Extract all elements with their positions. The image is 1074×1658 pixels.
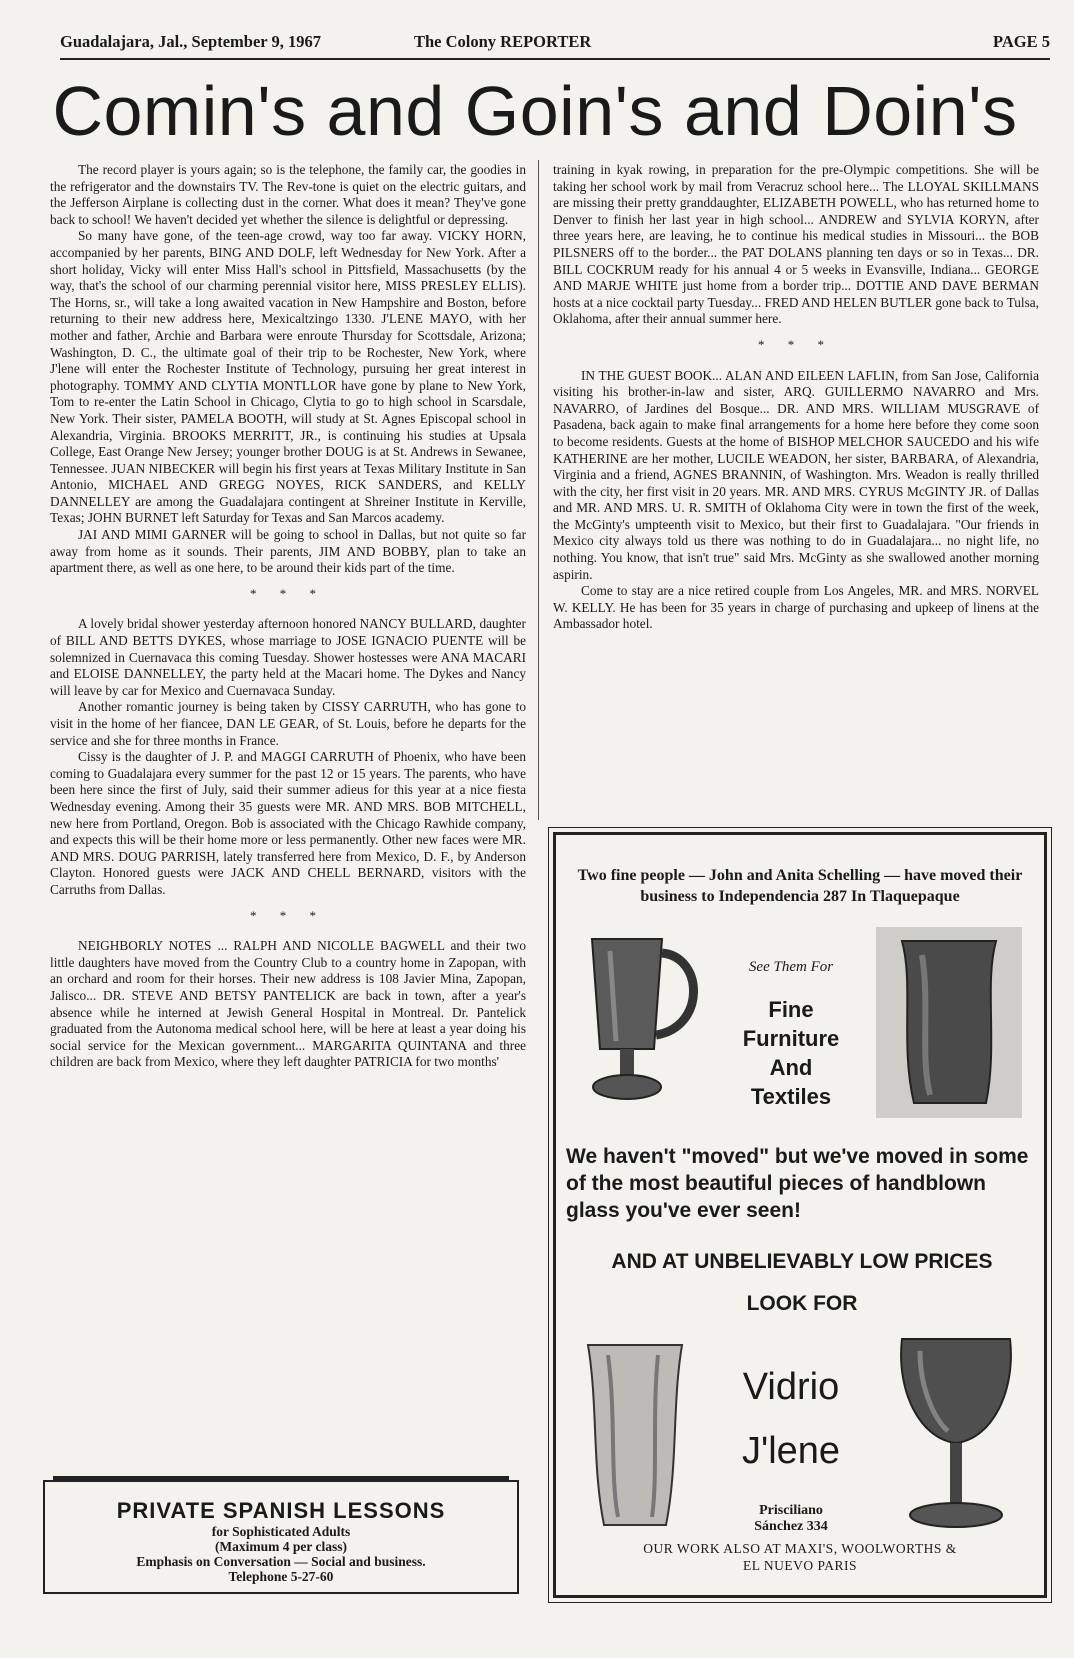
lessons-line: Emphasis on Conversation — Social and business. bbox=[136, 1554, 426, 1569]
ad-moved-text: We haven't "moved" but we've moved in some of the most beautiful pieces of handblown glass you've ever seen! bbox=[566, 1145, 1029, 1222]
lessons-title: PRIVATE SPANISH LESSONS bbox=[116, 1498, 446, 1523]
column-divider bbox=[538, 160, 539, 820]
also-line: EL NUEVO PARIS bbox=[742, 1558, 857, 1573]
masthead bbox=[60, 28, 1050, 60]
article-paragraph: IN THE GUEST BOOK... ALAN AND EILEEN LAFLIN, from San Jose, California visiting his brother-in-law and sister, ARQ. GUILLERMO NAVARRO and Mrs. NAVARRO, of Jardines del Bosque... DR. AND MRS. WILLIAM MUSGRAVE of Pasadena, back again to make final arrangements for a home here before they come soon to become residents. Guests at the home of BISHOP MELCHOR SAUCEDO and his wife KATHERINE are her mother, LUCILE WEADON, her sister, BARBARA, of Alexandria, Virginia and a friend, AGNES BRANNIN, of Washington. Mrs. Weadon is really thrilled with the city, her first visit in 20 years. MR. AND MRS. CYRUS McGINTY JR. of Dallas and MR. AND MRS. U. R. SMITH of Oklahoma City were in town the first of the week, the McGinty's umpteenth visit to Mexico, but their first to Guadalajara. "Our friends in Mexico city always told us there was nothing to do in Guadalajara... no night life, no nothing. You know, that isn't true" said Mrs. McGinty as she swallowed another morning aspirin. bbox=[553, 367, 1039, 582]
goblet-glass-image bbox=[886, 1331, 1026, 1536]
section-separator: * * * bbox=[250, 585, 326, 601]
masthead-paper-name: The Colony REPORTER bbox=[414, 32, 592, 51]
brand-line: J'lene bbox=[741, 1430, 841, 1472]
goods-item: And bbox=[769, 1055, 813, 1080]
section-separator: * * * bbox=[758, 336, 834, 352]
article-paragraph: So many have gone, of the teen-age crowd, way too far away. VICKY HORN, accompanied by her parents, BING AND DOLF, left Wednesday for New York. After a short holiday, Vicky will enter Miss Hall's school in Pittsfield, Massachusetts (by the way, that's the school of our charming perennial visitor here, MISS PRESLEY ELLIS). The Horns, sr., will take a long awaited vacation in New Hampshire and Boston, before returning to their new address here, Mexicaltzingo 1330. J'LENE MAYO, with her mother and father, Archie and Barbara were enroute Thursday for Scottsdale, Arizona; Washington, D. C., the ultimate goal of their trip to be Rochester, New York, where J'lene will enter the Rochester Institute of Technology, pursuing her great interest in photography. TOMMY AND CLYTIA MONTLLOR have gone by plane to New York, Tom to re-enter the Latin School in Chicago, Clytia to go to high school in Scarsdale, New York. Their sister, PAMELA BOOTH, will study at St. Agnes Episcopal school in Alexandria, Virginia. BROOKS MERRITT, JR., is continuing his studies at Upsala College, East Orange New Jersey; younger brother DOUG is at St. Andrews in Sewanee, Tennessee. JUAN NIBECKER will begin his first years at Texas Military Institute in San Antonio, MICHAEL AND GREGG NOYES, RICK SANDERS, and KELLY DANNELLEY are among the Guadalajara contingent at Shreiner Institute in Kerville, Texas; JOHN BURNET left Saturday for Texas and San Marcos academy. bbox=[50, 228, 526, 526]
lessons-line: (Maximum 4 per class) bbox=[214, 1539, 348, 1554]
goods-item: Textiles bbox=[750, 1084, 832, 1109]
address-line: Sánchez 334 bbox=[754, 1519, 828, 1534]
article-paragraph: Another romantic journey is being taken by CISSY CARRUTH, who has gone to visit in the home of her fiancee, DAN LE GEAR, of St. Louis, before he departs for the service and she for three months in France. bbox=[50, 699, 526, 748]
left-column bbox=[50, 162, 526, 1071]
ad-low-prices: AND AT UNBELIEVABLY LOW PRICES bbox=[611, 1250, 993, 1273]
page-headline: Comin's and Goin's and Doin's bbox=[52, 72, 1018, 150]
article-paragraph: A lovely bridal shower yesterday afternoon honored NANCY BULLARD, daughter of BILL AND BETTS DYKES, whose marriage to JOSE IGNACIO PUENTE will be solemnized in Cuernavaca this coming Tuesday. Shower hostesses were ANA MACARI and ELOISE DANNELLEY, the party held at the Macari home. The Dykes and Nancy will leave by car for Mexico and Cuernavaca Sunday. bbox=[50, 616, 526, 698]
vase-glass-image bbox=[874, 925, 1024, 1120]
section-separator: * * * bbox=[250, 907, 326, 923]
article-paragraph: The record player is yours again; so is the telephone, the family car, the goodies in the refrigerator and the downstairs TV. The Rev-tone is quiet on the electric guitars, and the Jefferson Airplane is collecting dust in the corner. What does it mean? They've gone back to school! We haven't decided yet whether the silence is delightful or depressing. bbox=[50, 162, 526, 227]
goods-item: Fine bbox=[768, 997, 814, 1022]
ad-look-for: LOOK FOR bbox=[746, 1292, 858, 1315]
article-paragraph: Come to stay are a nice retired couple from Los Angeles, MR. and MRS. NORVEL W. KELLY. He has been for 35 years in charge of purchasing and upkeep of linens at the Ambassador hotel. bbox=[553, 583, 1039, 632]
article-paragraph: NEIGHBORLY NOTES ... RALPH AND NICOLLE BAGWELL and their two little daughters have moved from the Country Club to a country home in Zapopan, with an orchard and room for their horses. Their new address is 108 Javier Mina, Zapopan, Jalisco... DR. STEVE AND BETSY PANTELICK are back in town, after a year's absence while he interned at Jewish General Hospital in Montreal. Dr. Pantelick graduated from the Autonoma medical school here, will be here at least a year doing his social service for the Mexican government... MARGARITA QUINTANA and three children are back from Mexico, where they left daughter PATRICIA for two months' bbox=[50, 938, 526, 1070]
glass-advertisement bbox=[553, 832, 1047, 1598]
lessons-line: for Sophisticated Adults bbox=[211, 1524, 351, 1539]
right-column bbox=[553, 162, 1039, 633]
also-line: OUR WORK ALSO AT MAXI'S, WOOLWORTHS & bbox=[643, 1541, 957, 1556]
ad-see-them-for: See Them For bbox=[748, 959, 834, 975]
ad-goods-list bbox=[716, 995, 866, 1111]
ad-intro: Two fine people — John and Anita Schelling — have moved their business to Independencia 287 In Tlaquepaque bbox=[577, 867, 1023, 905]
ad-also-at bbox=[566, 1540, 1034, 1574]
lessons-phone: Telephone 5-27-60 bbox=[228, 1569, 334, 1584]
brand-line: Vidrio bbox=[742, 1366, 840, 1408]
tumbler-glass-image bbox=[574, 1335, 694, 1535]
ad-brand-name bbox=[696, 1355, 886, 1483]
ad-address bbox=[696, 1503, 886, 1535]
article-paragraph: Cissy is the daughter of J. P. and MAGGI CARRUTH of Phoenix, who have been coming to Guadalajara every summer for the past 12 or 15 years. The parents, who have been here since the first of July, said their summer adieus for this year at a nice fiesta Wednesday evening. Among their 35 guests were MR. AND MRS. BOB MITCHELL, new here from Portland, Oregon. Bob is associated with the Chicago Rawhide company, and expects this will be their home more or less permanently. Other new faces were MR. AND MRS. DOUG PARRISH, lately transferred here from Mexico, D. F., by Anderson Clayton. Honored guests were JACK AND CHELL BERNARD, visitors with the Carruths from Dallas. bbox=[50, 749, 526, 897]
article-paragraph: training in kyak rowing, in preparation for the pre-Olympic competitions. She will be taking her school work by mail from Veracruz school here... The LLOYAL SKILLMANS are missing their pretty granddaughter, ELIZABETH POWELL, who has returned home to Denver to finish her last year in high school... ANDREW and SYLVIA KORYN, after three years here, are leaving, he to continue his medical studies in Missouri... the BOB PILSNERS off to the border... the PAT DOLANS planning ten days or so in Texas... DR. BILL COCKRUM ready for his annual 4 or 5 weeks in Evansville, Indiana... GEORGE AND MARJE WHITE just home from a border trip... DOTTIE AND DAVE BERMAN hosts at a nice cocktail party Tuesday... FRED AND HELEN BUTLER gone back to Tulsa, Oklahoma, after their annual summer here. bbox=[553, 162, 1039, 327]
spanish-lessons-ad bbox=[43, 1480, 519, 1594]
article-paragraph: JAI AND MIMI GARNER will be going to school in Dallas, but not quite so far away from home as it sounds. Their parents, JIM AND BOBBY, plan to take an apartment there, as well as one here, to be around their kids part of the time. bbox=[50, 527, 526, 576]
address-line: Prisciliano bbox=[759, 1503, 823, 1518]
masthead-page-number: PAGE 5 bbox=[993, 32, 1050, 51]
goods-item: Furniture bbox=[742, 1026, 840, 1051]
mug-glass-image bbox=[574, 931, 709, 1121]
ad-top-rule bbox=[53, 1476, 509, 1480]
masthead-dateline: Guadalajara, Jal., September 9, 1967 bbox=[60, 32, 321, 51]
